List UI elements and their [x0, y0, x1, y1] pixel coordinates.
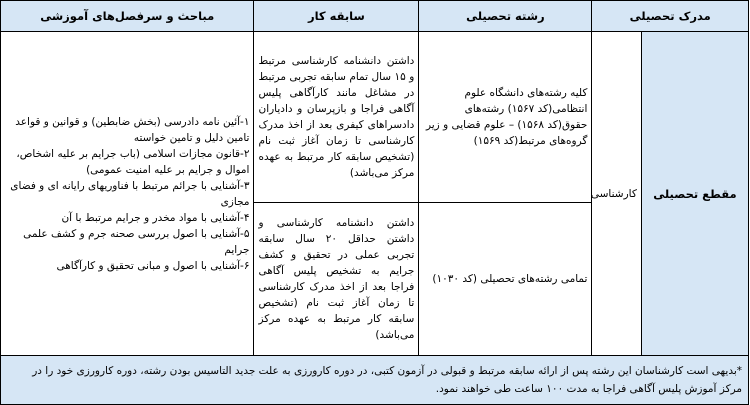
table-row [1, 32, 749, 203]
header-topics: مباحث و سرفصل‌های آموزشی [1, 1, 254, 32]
header-field: رشته تحصیلی [419, 1, 592, 32]
topics-cell [1, 32, 254, 356]
header-degree: مدرک تحصیلی [592, 1, 749, 32]
topic-item: ۲-قانون مجازات اسلامی (باب جرایم بر علیه اشخاص، اموال و جرایم بر علیه امنیت عمومی) [12, 147, 250, 176]
experience-cell-2: داشتن دانشنامه کارشناسی و داشتن حداقل ۲۰ سال سابقه تجربی عملی در تحقیق و کشف جرایم به تشخیص پلیس آگاهی فراجا بعد از اخذ مدرک کارشناسی تا زمان آغاز ثبت نام (تشخیص سابقه کار مرتبط به عهده مرکز می‌باشد) [254, 203, 419, 356]
degree-label-cell: مقطع تحصیلی [641, 32, 748, 356]
level-cell: کارشناسی [592, 32, 641, 356]
field-cell-2: تمامی رشته‌های تحصیلی (کد ۱۰۳۰) [419, 203, 592, 356]
field-cell-1: کلیه رشته‌های دانشگاه علوم انتظامی(کد ۱۵۶۷) رشته‌های حقوق(کد ۱۵۶۸) – علوم قضایی و زیر گروه‌های مرتبط(کد ۱۵۶۹) [419, 32, 592, 203]
header-experience: سابقه کار [254, 1, 419, 32]
topic-item: ۴-آشنایی با مواد مخدر و جرایم مرتبط با آن [61, 211, 250, 224]
header-row [1, 1, 749, 32]
topic-item: ۶-آشنایی با اصول و مبانی تحقیق و کارآگاهی [56, 259, 250, 272]
topic-item: ۳-آشنایی با جرائم مرتبط با فناوریهای رایانه ای و فضای مجازی [6, 179, 250, 208]
topic-item: ۱-آئین نامه دادرسی (بخش ضابطین) و قوانین و قواعد تامین دلیل و تامین خواسته [11, 115, 250, 144]
footnote: *بدیهی است کارشناسان این رشته پس از ارائه سابقه مرتبط و قبولی در آزمون کتبی، در دوره کارورزی به علت جدید التاسیس بودن رشته، دوره کارورزی خود را در مرکز آموزش پلیس آگاهی فراجا به مدت ۱۰۰ ساعت طی خواهند نمود. [1, 356, 749, 405]
experience-cell-1: داشتن دانشنامه کارشناسی مرتبط و ۱۵ سال تمام سابقه تجربی مرتبط در مشاغل مانند کارآگاهی پلیس آگاهی فراجا و بازپرسان و دادیاران دادسراهای کیفری بعد از اخذ مدرک کارشناسی تا زمان آغاز ثبت نام (تشخیص سابقه کار مرتبط به عهده مرکز می‌باشد) [254, 32, 419, 203]
topic-item: ۵-آشنایی با اصول بررسی صحنه جرم و کشف علمی جرایم [19, 227, 250, 256]
footnote-row [1, 356, 749, 405]
